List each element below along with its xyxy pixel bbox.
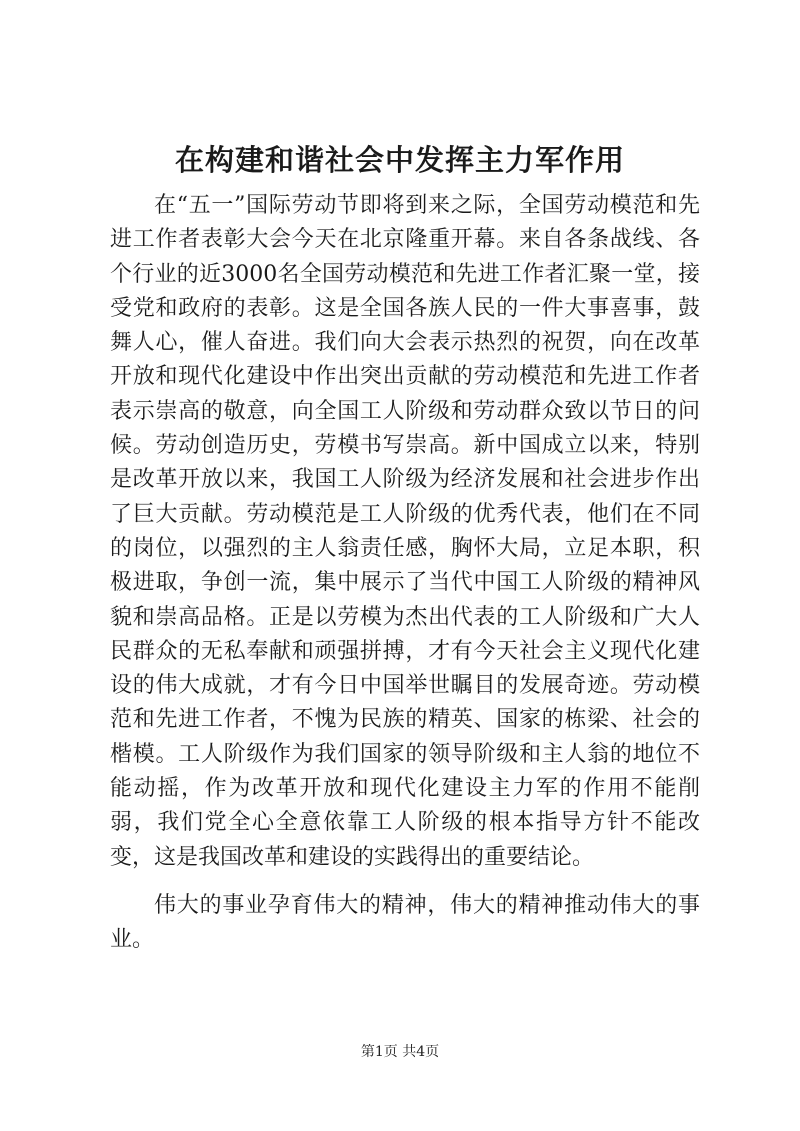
paragraph-1: 在“五一”国际劳动节即将到来之际，全国劳动模范和先进工作者表彰大会今天在北京隆重开幕。来自各条战线、各个行业的近3000名全国劳动模范和先进工作者汇聚一堂，接受党和政府的表彰。这是全国各族人民的一件大事喜事，鼓舞人心，催人奋进。我们向大会表示热烈的祝贺，向在改革开放和现代化建设中作出突出贡献的劳动模范和先进工作者表示崇高的敬意，向全国工人阶级和劳动群众致以节日的问候。劳动创造历史，劳模书写崇高。新中国成立以来，特别是改革开放以来，我国工人阶级为经济发展和社会进步作出了巨大贡献。劳动模范是工人阶级的优秀代表，他们在不同的岗位，以强烈的主人翁责任感，胸怀大局，立足本职，积极进取，争创一流，集中展示了当代中国工人阶级的精神风貌和崇高品格。正是以劳模为杰出代表的工人阶级和广大人民群众的无私奉献和顽强拼搏，才有今天社会主义现代化建设的伟大成就，才有今日中国举世瞩目的发展奇迹。劳动模范和先进工作者，不愧为民族的精英、国家的栋梁、社会的楷模。工人阶级作为我们国家的领导阶级和主人翁的地位不能动摇，作为改革开放和现代化建设主力军的作用不能削弱，我们党全心全意依靠工人阶级的根本指导方针不能改变，这是我国改革和建设的实践得出的重要结论。 [110,193,700,870]
paragraph-2: 伟大的事业孕育伟大的精神，伟大的精神推动伟大的事业。 [110,892,700,953]
document-title: 在构建和谐社会中发挥主力军作用 [174,143,625,177]
document-body [110,189,700,958]
page-indicator: 第1页 共4页 [360,1044,440,1060]
